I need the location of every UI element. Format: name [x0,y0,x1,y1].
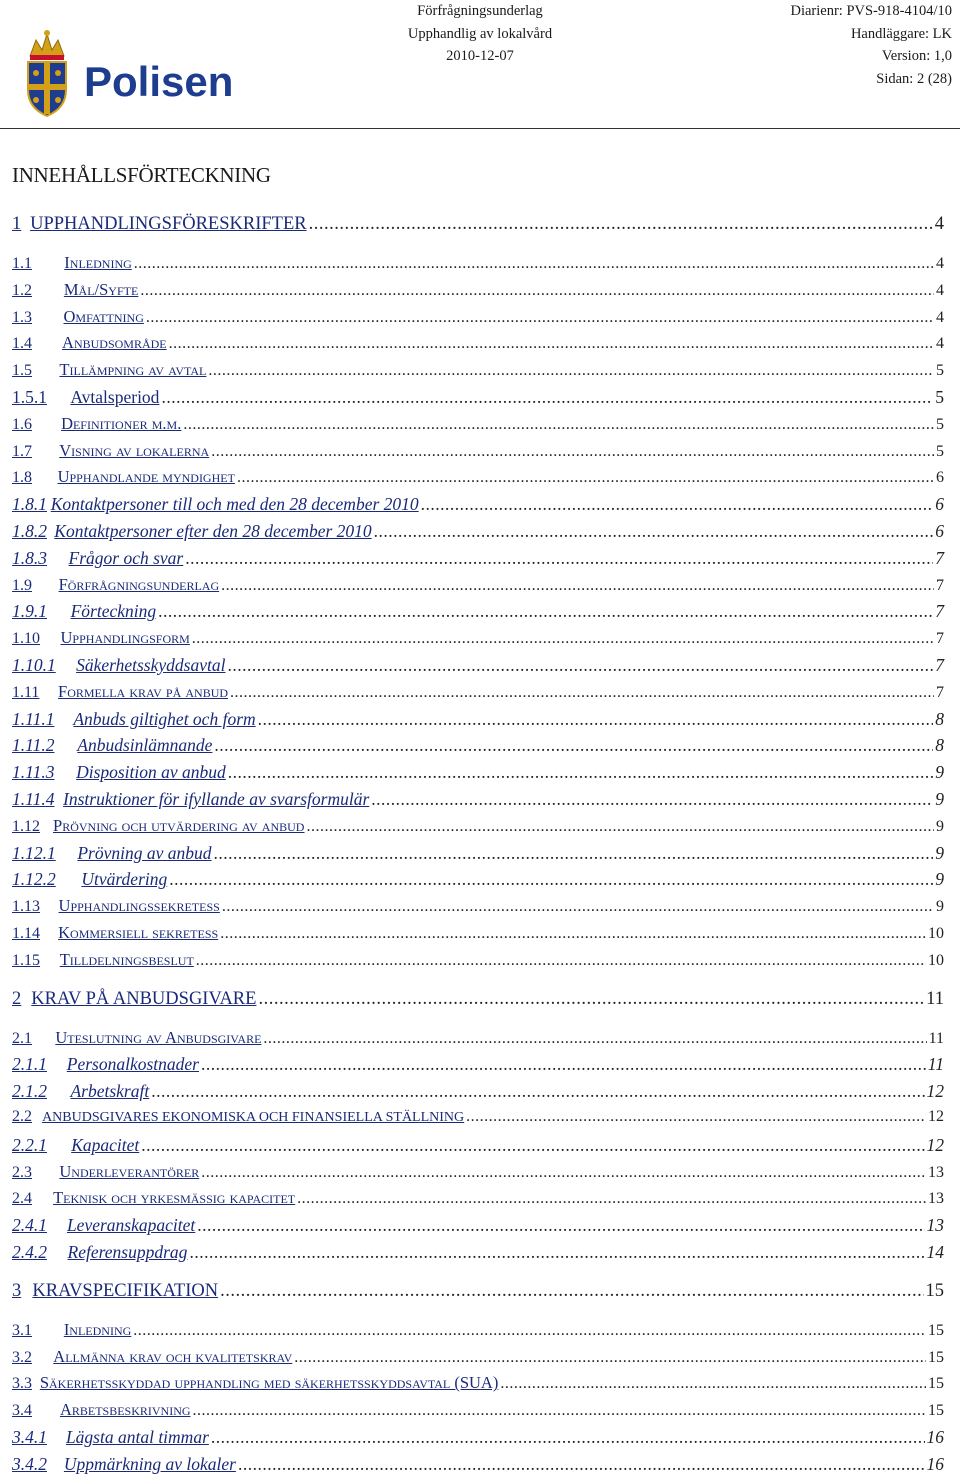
toc-entry-page: 11 [928,1029,944,1047]
toc-entry[interactable] [12,735,944,761]
toc-leader-dots [140,282,934,300]
toc-entry[interactable] [12,1135,944,1161]
toc-entry[interactable] [12,307,944,333]
toc-leader-dots [141,1135,924,1156]
toc-entry-title[interactable]: Prövning och utvärdering av anbud [53,815,305,835]
toc-entry[interactable] [12,548,944,574]
toc-leader-dots [237,469,934,487]
toc-entry-number[interactable]: 1.10.1 [12,655,56,675]
toc-entry-title[interactable]: Definitioner m.m. [61,413,182,433]
toc-entry-number[interactable]: 1.12.2 [12,869,56,890]
toc-leader-dots [227,655,933,676]
doc-subject: Upphandlig av lokalvård [407,25,553,42]
toc-leader-dots [185,548,933,569]
toc-entry-number[interactable]: 2.4 [12,1190,32,1208]
toc-entry-title[interactable]: Säkerhetsskyddsavtal [76,655,226,675]
toc-leader-dots [208,362,934,380]
toc-leader-dots [222,898,934,916]
toc-entry[interactable] [12,467,944,493]
toc-entry-page: 11 [926,988,944,1009]
toc-entry-number[interactable]: 1.15 [12,951,40,969]
toc-entry-title[interactable]: ANBUDSGIVARES EKONOMISKA OCH FINANSIELLA STÄLLNING [42,1110,465,1125]
toc-leader-dots [228,762,933,783]
toc-entry-number[interactable]: 1.13 [12,898,40,916]
toc-leader-dots [133,1322,926,1340]
toc-entry-title[interactable]: Säkerhetsskyddad upphandling med säkerhetsskyddsavtal (SUA) [39,1373,499,1393]
toc-entry-page: 5 [936,415,944,433]
toc-entry-title[interactable]: Prövning av anbud [77,842,212,863]
toc-entry-number[interactable]: 1.11.3 [12,762,55,783]
toc-entry-number[interactable]: 3.4 [12,1402,32,1420]
toc-entry-page: 9 [935,762,944,783]
handlaggare: Handläggare: LK [850,25,952,42]
polisen-logo [22,28,242,118]
toc-entry-number[interactable]: 1.10 [12,630,40,648]
toc-leader-dots [214,735,933,756]
toc-entry[interactable] [12,923,944,949]
toc-entry-title[interactable]: Anbudsområde [62,333,167,353]
toc-entry-page: 9 [935,789,944,809]
toc-entry-title[interactable]: KRAV PÅ ANBUDSGIVARE [31,988,257,1009]
header-center [380,0,580,68]
toc-leader-dots [466,1108,926,1126]
toc-entry-page: 14 [926,1242,944,1262]
toc-entry-page: 5 [936,362,944,380]
toc-leader-dots [201,1054,926,1075]
toc-entry-page: 5 [936,442,944,460]
toc-entry-number[interactable]: 1.5 [12,362,32,380]
toc-entry[interactable] [12,816,944,842]
toc-leader-dots [158,601,933,622]
logo-wordmark: Polisen [84,58,234,105]
toc-entry-number[interactable]: 1.12.1 [12,842,56,863]
toc-entry-page: 12 [926,1134,944,1155]
toc-entry[interactable] [12,441,944,467]
toc-entry[interactable] [12,1162,944,1188]
toc-leader-dots [146,309,934,327]
toc-entry-page: 15 [928,1375,944,1393]
toc-entry-number[interactable]: 1.8.2 [12,521,47,541]
toc-entry[interactable] [12,214,944,240]
toc-leader-dots [169,335,934,353]
toc-entry-title[interactable]: Inledning [63,1319,132,1339]
toc-entry[interactable] [12,1281,944,1307]
toc-entry-title[interactable]: Upphandlingssekretess [58,896,220,916]
toc-entry-number[interactable]: 1.1 [12,255,32,272]
toc-entry-page: 8 [935,735,944,756]
doc-type: Förfrågningsunderlag [417,3,543,19]
toc-entry-page: 10 [928,925,944,942]
toc-entry-page: 12 [928,1108,944,1125]
toc-entry-title[interactable]: Kommersiell sekretess [58,923,219,942]
toc-leader-dots [197,1215,924,1236]
toc-entry[interactable] [12,1454,944,1480]
toc-entry-number[interactable]: 1.3 [12,308,32,326]
toc-leader-dots [161,387,933,408]
doc-date: 2010-12-07 [446,48,514,64]
toc-entry-number[interactable]: 2.1.2 [12,1081,47,1102]
toc-leader-dots [220,1281,923,1302]
toc-entry[interactable] [12,762,944,788]
toc-entry-title[interactable]: Referensuppdrag [67,1242,188,1262]
toc-entry[interactable] [12,1347,944,1373]
toc-entry-title[interactable]: Kontaktpersoner till och med den 28 december 2010 [50,494,419,515]
toc-entry-number[interactable]: 1.4 [12,335,32,353]
toc-entry-title[interactable]: Utvärdering [81,869,168,890]
toc-entry-title[interactable]: Avtalsperiod [70,387,160,407]
toc-entry[interactable] [12,869,944,895]
toc-entry-page: 13 [928,1190,944,1208]
toc-entry[interactable] [12,628,944,654]
toc-entry-title[interactable]: Omfattning [63,306,144,326]
toc-entry-page: 5 [935,387,944,407]
toc-entry[interactable] [12,789,944,815]
toc-leader-dots [306,818,934,836]
toc-entry-page: 6 [936,469,944,487]
toc-entry[interactable] [12,1427,944,1453]
toc-entry[interactable] [12,989,944,1015]
toc-entry-number[interactable]: 2.2.1 [12,1134,47,1155]
toc-entry-title[interactable]: Uppmärkning av lokaler [63,1453,236,1474]
toc-entry-title[interactable]: Formella krav på anbud [58,681,229,701]
toc-entry[interactable] [12,414,944,440]
toc-entry-number[interactable]: 1.12 [12,817,40,835]
toc-leader-dots [230,684,934,702]
toc-entry[interactable] [12,1188,944,1214]
toc-entry-page: 8 [935,708,944,729]
toc-leader-dots [192,630,934,648]
toc-entry-number[interactable]: 1 [12,214,22,234]
toc-entry-page: 13 [928,1163,944,1181]
toc-entry-page: 9 [935,842,944,863]
toc-leader-dots [500,1375,926,1393]
toc-entry[interactable] [12,253,944,279]
toc-leader-dots [211,1427,925,1448]
toc-entry[interactable] [12,1108,944,1134]
toc-entry-number[interactable]: 1.2 [12,281,32,299]
toc-entry-page: 7 [936,683,944,701]
toc-entry[interactable] [12,601,944,627]
toc-entry-number[interactable]: 1.14 [12,925,40,942]
toc-entry-number[interactable]: 1.9.1 [12,601,47,622]
toc-leader-dots [189,1242,924,1263]
toc-entry[interactable] [12,387,944,413]
toc-leader-dots [201,1164,926,1182]
toc-entry-number[interactable]: 1.11.4 [12,789,55,809]
toc-entry-number[interactable]: 2.3 [12,1163,32,1181]
toc-entry-number[interactable]: 1.8.3 [12,547,47,568]
toc-entry[interactable] [12,1215,944,1241]
toc-entry-number[interactable]: 2.1 [12,1029,32,1047]
toc-entry-number[interactable]: 1.8 [12,469,32,487]
toc-entry[interactable] [12,1320,944,1346]
toc-entry-page: 9 [936,898,944,916]
toc-leader-dots [183,416,934,434]
toc-entry[interactable] [12,521,944,547]
toc-entry[interactable] [12,709,944,735]
toc-entry-title[interactable]: Disposition av anbud [76,762,226,783]
toc-entry-title[interactable]: Upphandlande myndighet [57,467,235,487]
toc-entry[interactable] [12,1400,944,1426]
toc-entry-page: 6 [935,494,944,515]
toc-entry[interactable] [12,333,944,359]
toc-entry-title[interactable]: Visning av lokalerna [59,440,210,460]
toc-entry[interactable] [12,682,944,708]
toc-leader-dots [263,1030,926,1048]
toc-entry-page: 15 [928,1348,944,1366]
toc-entry-page: 4 [936,281,944,299]
toc-entry-number[interactable]: 1.11.1 [12,708,55,729]
toc-entry[interactable] [12,1054,944,1080]
toc-entry-title[interactable]: Arbetskraft [70,1081,150,1102]
toc-entry-number[interactable]: 1.11.2 [12,735,55,756]
toc-entry-number[interactable]: 2.4.1 [12,1215,47,1236]
toc-entry[interactable] [12,494,944,520]
toc-entry-number[interactable]: 2.2 [12,1108,32,1125]
toc-entry-title[interactable]: UPPHANDLINGSFÖRESKRIFTER [30,214,307,234]
header-right [692,0,952,90]
toc-entry-page: 10 [928,951,944,969]
toc-entry[interactable] [12,1242,944,1268]
toc-leader-dots [193,1402,926,1420]
toc-entry-title[interactable]: Underleverantörer [59,1161,200,1181]
toc-entry-page: 7 [936,630,944,648]
toc-entry-page: 7 [935,655,944,675]
toc-entry-page: 7 [935,547,944,568]
toc-entry-number[interactable]: 1.9 [12,576,32,594]
toc-entry-title[interactable]: Arbetsbeskrivning [59,1400,191,1420]
page-number: Sidan: 2 (28) [876,70,952,87]
toc-entry-number[interactable]: 3.4.1 [12,1427,47,1447]
toc-entry-number[interactable]: 3.4.2 [12,1453,47,1474]
toc-entry-number[interactable]: 2.1.1 [12,1054,47,1075]
toc-entry-page: 16 [926,1427,944,1447]
header-divider [0,128,960,129]
toc-entry-number[interactable]: 3.2 [12,1348,32,1366]
toc-entry-title[interactable]: Inledning [64,253,132,272]
page-header [0,0,960,128]
crown-icon [30,30,64,60]
toc-entry-number[interactable]: 1.8.1 [12,494,47,515]
toc-entry-number[interactable]: 1.11 [12,683,40,701]
toc-entry[interactable] [12,360,944,386]
toc-entry-title[interactable]: Kontaktpersoner efter den 28 december 2010 [54,521,372,541]
toc-entry-page: 12 [926,1081,944,1102]
toc-entry-title[interactable]: Kapacitet [71,1134,140,1155]
toc-entry-page: 15 [928,1402,944,1420]
toc-entry-number[interactable]: 3.3 [12,1375,32,1393]
toc-title: INNEHÅLLSFÖRTECKNING [12,163,271,187]
toc-entry-title[interactable]: Allmänna krav och kvalitetskrav [53,1346,293,1366]
toc-entry-page: 7 [936,576,944,594]
toc-entry-page: 15 [928,1321,944,1339]
toc-entry[interactable] [12,843,944,869]
toc-leader-dots [374,521,934,542]
toc-entry-page: 4 [936,335,944,353]
toc-entry-number[interactable]: 1.6 [12,415,32,433]
toc-entry-number[interactable]: 1.5.1 [12,387,47,407]
toc-entry-page: 4 [934,214,944,234]
toc-entry-title[interactable]: Upphandlingsform [60,628,190,648]
toc-leader-dots [294,1349,926,1367]
toc-entry-title[interactable]: Uteslutning av Anbudsgivare [55,1027,262,1047]
toc-entry-title[interactable]: Tilldelningsbeslut [59,949,194,969]
toc-entry-title[interactable]: KRAVSPECIFIKATION [32,1280,219,1301]
toc-entry-title[interactable]: Teknisk och yrkesmässig kapacitet [53,1188,296,1208]
toc-leader-dots [134,255,934,273]
toc-entry-title[interactable]: Anbudsinlämnande [77,735,213,756]
toc-leader-dots [214,843,934,864]
toc-entry-number[interactable]: 3 [12,1280,22,1301]
toc-entry-page: 11 [927,1054,944,1075]
toc-entry-page: 4 [936,255,944,272]
toc-leader-dots [371,789,933,810]
toc-entry-title[interactable]: Förfrågningsunderlag [58,574,220,594]
toc-leader-dots [151,1081,924,1102]
toc-entry-page: 6 [935,521,944,541]
toc-entry-page: 9 [936,817,944,835]
toc-leader-dots [309,214,933,235]
toc-entry[interactable] [12,896,944,922]
toc-entry-page: 9 [935,869,944,890]
toc-leader-dots [196,952,926,970]
toc-entry-page: 15 [925,1280,944,1301]
toc-entry-page: 13 [926,1215,944,1236]
diarienr: Diarienr: PVS-918-4104/10 [790,3,952,19]
toc-entry-page: 16 [926,1453,944,1474]
toc-entry-number[interactable]: 3.1 [12,1321,32,1339]
toc-entry-page: 4 [936,308,944,326]
toc-entry[interactable] [12,950,944,976]
toc-leader-dots [297,1190,926,1208]
toc-entry[interactable] [12,1081,944,1107]
toc-entry-title[interactable]: Förteckning [70,601,157,622]
toc-leader-dots [258,709,934,730]
version: Version: 1,0 [881,48,952,64]
toc-entry-title[interactable]: Anbuds giltighet och form [73,708,256,729]
shield-icon [28,62,66,116]
toc-leader-dots [220,925,926,943]
toc-entry[interactable] [12,280,944,306]
toc-entry-page: 7 [935,601,944,622]
toc-entry-title[interactable]: Lägsta antal timmar [65,1427,209,1447]
toc-entry[interactable] [12,1028,944,1054]
toc-entry-title[interactable]: Instruktioner för ifyllande av svarsformulär [63,789,370,809]
toc-leader-dots [169,869,933,890]
toc-leader-dots [258,989,924,1010]
toc-entry-title[interactable]: Personalkostnader [66,1054,199,1075]
toc-entry-title[interactable]: Mål/Syfte [63,279,139,299]
toc-leader-dots [221,577,934,595]
toc-entry[interactable] [12,575,944,601]
toc-entry-number[interactable]: 1.7 [12,442,32,460]
toc-leader-dots [238,1454,925,1475]
toc-entry-title[interactable]: Frågor och svar [68,547,184,568]
toc-entry-number[interactable]: 2 [12,988,22,1009]
toc-entry-number[interactable]: 2.4.2 [12,1242,47,1262]
toc-entry[interactable] [12,1373,944,1399]
toc-entry[interactable] [12,655,944,681]
toc-entry-title[interactable]: Leveranskapacitet [66,1215,196,1236]
toc-leader-dots [211,443,934,461]
toc-entry-title[interactable]: Tillämpning av avtal [59,360,207,380]
toc-leader-dots [421,494,934,515]
